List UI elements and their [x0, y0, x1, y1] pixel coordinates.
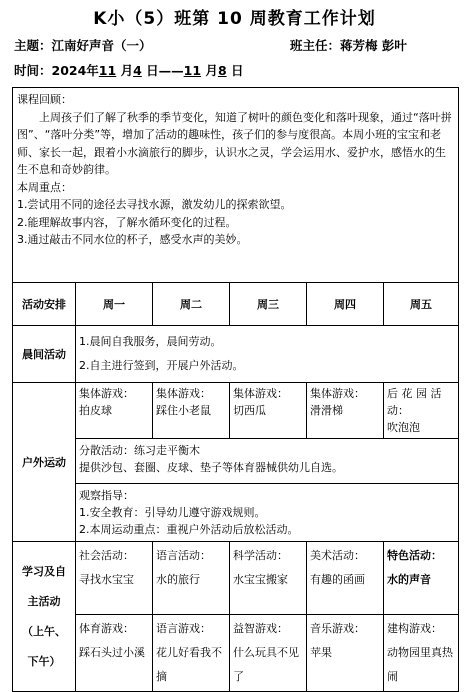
morning-item: 2.自主进行签到，开展户外活动。 — [79, 359, 244, 372]
activity-title: 益智游戏： — [233, 622, 288, 635]
observation-guide — [76, 484, 459, 542]
learning-cell — [384, 615, 459, 692]
page-title: K小（5）班第 10 周教育工作计划 — [93, 9, 376, 29]
guide-item: 1.安全教育：引导幼儿遵守游戏规则。 — [79, 506, 266, 519]
activity-name: 水宝宝搬家 — [233, 573, 288, 586]
day-header: 周五 — [384, 283, 459, 326]
guide-item: 2.本周运动重点：重视户外活动后放松活动。 — [79, 523, 299, 536]
group-game-cell — [230, 383, 307, 439]
theme-line — [14, 36, 464, 54]
group-game-cell — [384, 383, 459, 439]
game-title: 集体游戏： — [310, 387, 365, 400]
plan-table — [12, 87, 459, 692]
month-label: 月 — [205, 63, 218, 78]
focus-item: 3.通过敲击不同水位的杯子，感受水声的美妙。 — [17, 233, 248, 246]
day-header: 周二 — [153, 283, 230, 326]
divided-detail: 提供沙包、套圈、皮球、垫子等体育器械供幼儿自选。 — [79, 461, 343, 474]
learning-cell — [307, 542, 384, 615]
learning-cell — [153, 615, 230, 692]
morning-activities — [76, 326, 459, 383]
activity-title: 美术活动： — [310, 549, 365, 562]
activity-title: 语言游戏： — [156, 622, 211, 635]
morning-label: 晨间活动 — [13, 326, 76, 383]
learning-cell — [153, 542, 230, 615]
learning-label — [13, 542, 76, 692]
activity-title: 音乐游戏： — [310, 622, 365, 635]
activity-name: 什么玩具不见了 — [233, 646, 299, 683]
game-name: 吹泡泡 — [387, 421, 420, 434]
activity-name: 寻找水宝宝 — [79, 573, 134, 586]
month-label: 月 — [120, 63, 134, 78]
activity-name: 踩石头过小溪 — [79, 646, 145, 659]
group-game-cell — [153, 383, 230, 439]
game-title: 集体游戏： — [156, 387, 211, 400]
focus-item: 1.尝试用不同的途径去寻找水源，激发幼儿的探索欲望。 — [17, 198, 292, 211]
group-game-cell — [307, 383, 384, 439]
game-name: 切西瓜 — [233, 404, 266, 417]
day-header: 周四 — [307, 283, 384, 326]
teacher-label: 班主任：蒋芳梅 彭叶 — [290, 38, 407, 53]
time-line — [14, 61, 244, 79]
activity-title: 体育游戏： — [79, 622, 134, 635]
activity-name: 花儿好看我不摘 — [156, 646, 222, 683]
game-title: 集体游戏： — [233, 387, 288, 400]
day-label: 日 — [231, 63, 244, 78]
day-header: 周一 — [76, 283, 153, 326]
theme-label: 主题：江南好声音（一） — [14, 38, 152, 53]
start-day: 4 — [133, 63, 142, 78]
activity-title: 语言活动： — [156, 549, 211, 562]
activity-name: 动物园里真热闹 — [387, 646, 453, 683]
group-game-cell — [76, 383, 153, 439]
learning-cell — [76, 542, 153, 615]
learning-cell — [307, 615, 384, 692]
learning-label-line: 学习及自 — [22, 564, 66, 578]
game-name: 踩住小老鼠 — [156, 404, 211, 417]
morning-item: 1.晨间自我服务，晨间劳动。 — [79, 335, 222, 348]
activity-name: 苹果 — [310, 646, 332, 659]
game-title: 后 花 园 活动： — [387, 387, 442, 417]
learning-label-line: （上午、 — [22, 624, 66, 638]
review-paragraph: 上周孩子们了解了秋季的季节变化，知道了树叶的颜色变化和落叶现象，通过“落叶拼图”、“落叶分类”等，增加了活动的趣味性，孩子们的参与度很高。本周小班的宝宝和老师、家长一起，跟着小水滴旅行的脚步，认识水之灵，学会运用水、爱护水，感悟水的生生不息和奇妙韵律。 — [17, 110, 452, 176]
end-day: 8 — [217, 63, 227, 78]
learning-label-line: 主活动 — [27, 594, 61, 608]
game-name: 滑滑梯 — [310, 404, 343, 417]
course-review — [13, 88, 459, 283]
review-heading: 课程回顾： — [17, 93, 72, 106]
activity-header: 活动安排 — [13, 283, 76, 326]
activity-name: 水的声音 — [387, 573, 431, 586]
end-month: 11 — [183, 63, 202, 78]
divided-title: 分散活动：练习走平衡木 — [79, 444, 200, 457]
activity-name: 有趣的函画 — [310, 573, 365, 586]
activity-title: 建构游戏： — [387, 622, 442, 635]
divided-activity — [76, 439, 459, 484]
learning-cell — [76, 615, 153, 692]
outdoor-label: 户外运动 — [13, 383, 76, 542]
activity-title: 社会活动： — [79, 549, 134, 562]
day-header: 周三 — [230, 283, 307, 326]
game-name: 拍皮球 — [79, 404, 112, 417]
activity-name: 水的旅行 — [156, 573, 200, 586]
start-month: 11 — [98, 63, 117, 78]
learning-cell — [230, 615, 307, 692]
focus-heading: 本周重点： — [17, 180, 72, 194]
activity-title: 科学活动： — [233, 549, 288, 562]
day-label: 日—— — [146, 63, 184, 78]
learning-label-line: 下午） — [27, 654, 61, 668]
focus-item: 2.能理解故事内容，了解水循环变化的过程。 — [17, 215, 237, 229]
game-title: 集体游戏： — [79, 387, 134, 400]
time-prefix: 时间：2024年 — [14, 63, 99, 78]
activity-title: 特色活动： — [387, 549, 442, 562]
learning-cell-featured — [384, 542, 459, 615]
learning-cell — [230, 542, 307, 615]
guide-title: 观察指导： — [79, 489, 134, 502]
